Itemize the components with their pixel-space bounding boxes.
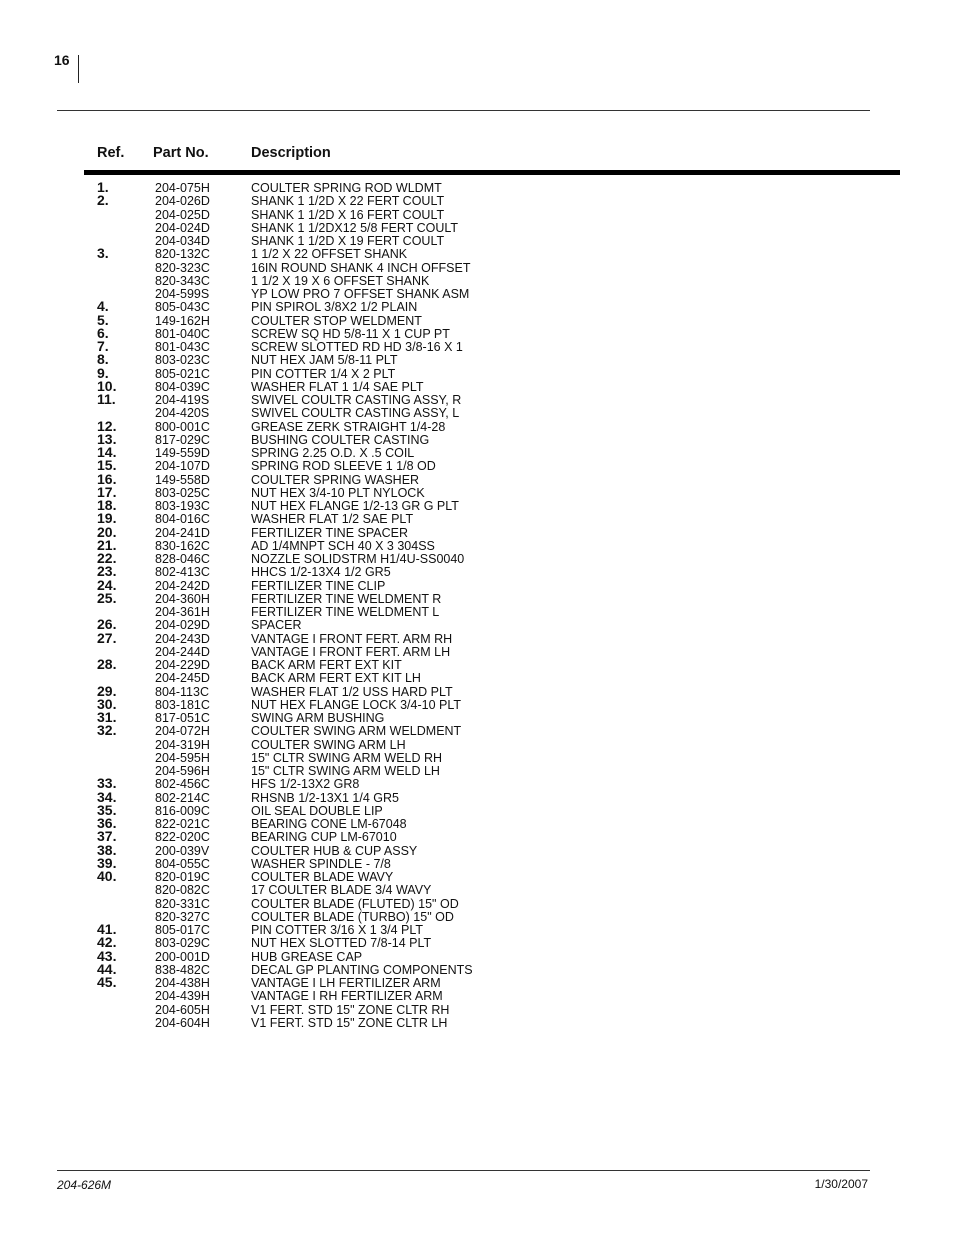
part-number: 204-420S	[155, 406, 210, 421]
part-description: 16IN ROUND SHANK 4 INCH OFFSET	[251, 260, 471, 275]
part-description: COULTER SWING ARM LH	[251, 737, 406, 752]
part-description: BACK ARM FERT EXT KIT LH	[251, 671, 421, 686]
table-row	[0, 536, 954, 553]
part-description: HHCS 1/2-13X4 1/2 GR5	[251, 565, 391, 580]
table-row	[0, 854, 954, 871]
part-number: 801-043C	[155, 340, 210, 354]
part-number: 804-113C	[155, 684, 209, 699]
table-row	[0, 788, 954, 805]
part-description: COULTER STOP WELDMENT	[251, 313, 422, 328]
part-description: FERTILIZER TINE CLIP	[251, 578, 386, 593]
table-row	[0, 261, 954, 274]
ref-number: 22.	[97, 550, 117, 566]
table-row	[0, 523, 954, 540]
part-description: VANTAGE I LH FERTILIZER ARM	[251, 976, 441, 990]
table-row	[0, 947, 954, 964]
ref-number: 8.	[97, 351, 109, 368]
part-number: 838-482C	[155, 962, 210, 977]
ref-number: 37.	[97, 828, 117, 845]
table-row	[0, 340, 954, 353]
table-row	[0, 724, 954, 737]
part-number: 204-024D	[155, 220, 210, 235]
part-number: 200-001D	[155, 949, 210, 964]
part-number: 149-162H	[155, 313, 210, 328]
part-number: 204-026D	[155, 194, 210, 209]
ref-number: 43.	[97, 947, 117, 964]
table-row	[0, 324, 954, 341]
part-description: HUB GREASE CAP	[251, 949, 363, 964]
part-number: 204-243D	[155, 631, 210, 646]
part-number: 820-323C	[155, 260, 210, 275]
part-number: 204-439H	[155, 989, 210, 1004]
part-description: 15" CLTR SWING ARM WELD RH	[251, 750, 443, 765]
table-header-rule	[84, 170, 900, 175]
part-number: 816-009C	[155, 803, 210, 818]
part-description: WASHER FLAT 1/2 USS HARD PLT	[251, 684, 453, 699]
ref-number: 40.	[97, 868, 117, 884]
part-description: YP LOW PRO 7 OFFSET SHANK ASM	[251, 287, 470, 301]
table-row	[0, 311, 954, 328]
part-description: RHSNB 1/2-13X1 1/4 GR5	[251, 790, 399, 805]
part-description: WASHER FLAT 1 1/4 SAE PLT	[251, 379, 424, 394]
part-number: 204-241D	[155, 525, 210, 540]
part-description: SWIVEL COULTR CASTING ASSY, R	[251, 393, 462, 407]
part-description: SPRING 2.25 O.D. X .5 COIL	[251, 446, 415, 460]
table-row	[0, 589, 954, 606]
ref-number: 6.	[97, 324, 109, 341]
table-row	[0, 629, 954, 646]
part-description: COULTER SPRING ROD WLDMT	[251, 181, 442, 195]
part-description: WASHER SPINDLE - 7/8	[251, 856, 391, 871]
ref-number: 12.	[97, 417, 117, 434]
table-row	[0, 353, 954, 366]
ref-number: 20.	[97, 523, 117, 540]
part-description: VANTAGE I FRONT FERT. ARM RH	[251, 631, 453, 646]
table-row	[0, 364, 954, 381]
part-number: 820-082C	[155, 883, 210, 898]
part-number: 817-029C	[155, 432, 210, 447]
ref-number: 31.	[97, 709, 117, 725]
part-description: V1 FERT. STD 15" ZONE CLTR RH	[251, 1002, 450, 1017]
ref-number: 3.	[97, 245, 109, 262]
ref-number: 29.	[97, 682, 117, 699]
part-description: COULTER BLADE (FLUTED) 15" OD	[251, 896, 459, 911]
part-description: GREASE ZERK STRAIGHT 1/4-28	[251, 419, 446, 434]
ref-number: 16.	[97, 470, 117, 487]
part-number: 204-595H	[155, 750, 210, 765]
table-row	[0, 605, 954, 618]
part-description: 15" CLTR SWING ARM WELD LH	[251, 764, 440, 778]
part-description: FERTILIZER TINE WELDMENT R	[251, 591, 442, 606]
part-number: 204-360H	[155, 591, 210, 606]
ref-number: 10.	[97, 377, 117, 394]
table-row	[0, 751, 954, 764]
part-description: 17 COULTER BLADE 3/4 WAVY	[251, 883, 432, 898]
part-number: 820-331C	[155, 896, 210, 911]
table-row	[0, 658, 954, 671]
table-row	[0, 738, 954, 751]
table-row	[0, 274, 954, 287]
part-number: 204-029D	[155, 618, 210, 633]
table-row	[0, 181, 954, 194]
part-description: NUT HEX FLANGE LOCK 3/4-10 PLT	[251, 697, 462, 712]
table-row	[0, 910, 954, 923]
part-description: HFS 1/2-13X2 GR8	[251, 777, 360, 792]
table-row	[0, 377, 954, 394]
part-description: SHANK 1 1/2D X 16 FERT COULT	[251, 207, 445, 222]
column-header-ref: Ref.	[97, 145, 125, 161]
table-row	[0, 446, 954, 459]
part-number: 805-021C	[155, 366, 210, 381]
table-row	[0, 221, 954, 234]
part-number: 204-245D	[155, 671, 210, 686]
table-row	[0, 960, 954, 977]
table-row	[0, 417, 954, 434]
ref-number: 32.	[97, 722, 117, 739]
table-row	[0, 552, 954, 565]
ref-number: 21.	[97, 536, 117, 553]
part-number: 820-327C	[155, 909, 210, 924]
ref-number: 27.	[97, 629, 117, 646]
part-description: PIN COTTER 3/16 X 1 3/4 PLT	[251, 923, 424, 937]
part-number: 204-244D	[155, 644, 210, 659]
part-number: 204-107D	[155, 459, 210, 474]
part-number: 802-214C	[155, 790, 210, 805]
part-description: SPACER	[251, 618, 302, 633]
part-number: 804-016C	[155, 512, 210, 527]
part-description: COULTER BLADE WAVY	[251, 870, 394, 884]
table-row	[0, 671, 954, 684]
part-number: 803-029C	[155, 936, 210, 951]
part-number: 822-021C	[155, 817, 210, 831]
ref-number: 41.	[97, 921, 117, 937]
part-number: 204-229D	[155, 658, 210, 672]
table-row	[0, 989, 954, 1002]
table-row	[0, 565, 954, 578]
part-number: 820-343C	[155, 273, 210, 288]
part-description: 1 1/2 X 22 OFFSET SHANK	[251, 247, 408, 262]
ref-number: 44.	[97, 960, 117, 977]
document-number: 204-626M	[57, 1178, 112, 1192]
table-row	[0, 208, 954, 221]
ref-number: 35.	[97, 801, 117, 818]
ref-number: 28.	[97, 656, 117, 672]
table-row	[0, 695, 954, 712]
part-description: V1 FERT. STD 15" ZONE CLTR LH	[251, 1015, 448, 1030]
part-number: 204-034D	[155, 234, 210, 248]
part-number: 149-558D	[155, 472, 210, 487]
part-description: SHANK 1 1/2D X 22 FERT COULT	[251, 194, 445, 209]
part-number: 817-051C	[155, 711, 210, 725]
table-row	[0, 512, 954, 525]
table-row	[0, 470, 954, 487]
part-number: 803-181C	[155, 697, 210, 712]
part-description: NUT HEX SLOTTED 7/8-14 PLT	[251, 936, 432, 951]
ref-number: 34.	[97, 788, 117, 805]
part-description: BACK ARM FERT EXT KIT	[251, 658, 402, 672]
part-number: 204-361H	[155, 605, 210, 619]
table-row	[0, 576, 954, 593]
part-number: 204-072H	[155, 724, 210, 739]
ref-number: 33.	[97, 775, 117, 792]
part-number: 204-242D	[155, 578, 210, 593]
table-row	[0, 976, 954, 989]
ref-number: 26.	[97, 616, 117, 633]
column-header-part-no: Part No.	[153, 145, 209, 161]
ref-number: 24.	[97, 576, 117, 593]
table-row	[0, 430, 954, 447]
header-divider-vertical	[78, 55, 79, 83]
ref-number: 7.	[97, 338, 109, 354]
part-number: 805-017C	[155, 923, 210, 937]
table-row	[0, 499, 954, 512]
part-description: 1 1/2 X 19 X 6 OFFSET SHANK	[251, 273, 430, 288]
table-row	[0, 459, 954, 472]
ref-number: 13.	[97, 430, 117, 447]
table-row	[0, 897, 954, 910]
part-description: COULTER SPRING WASHER	[251, 472, 420, 487]
part-number: 204-604H	[155, 1015, 210, 1030]
ref-number: 42.	[97, 934, 117, 951]
table-row	[0, 682, 954, 699]
table-row	[0, 483, 954, 500]
part-description: WASHER FLAT 1/2 SAE PLT	[251, 512, 414, 527]
part-number: 204-599S	[155, 287, 210, 301]
part-number: 200-039V	[155, 843, 210, 858]
table-row	[0, 234, 954, 247]
part-number: 204-319H	[155, 737, 210, 752]
table-row	[0, 406, 954, 419]
part-number: 820-132C	[155, 247, 210, 262]
part-description: NUT HEX FLANGE 1/2-13 GR G PLT	[251, 499, 459, 513]
part-number: 801-040C	[155, 326, 210, 341]
part-description: BEARING CUP LM-67010	[251, 830, 397, 845]
table-row	[0, 618, 954, 631]
part-number: 804-039C	[155, 379, 210, 394]
part-description: SHANK 1 1/2D X 19 FERT COULT	[251, 234, 445, 248]
table-row	[0, 393, 954, 406]
part-number: 800-001C	[155, 419, 210, 434]
table-row	[0, 777, 954, 790]
table-row	[0, 645, 954, 658]
part-description: NOZZLE SOLIDSTRM H1/4U-SS0040	[251, 552, 465, 566]
ref-number: 19.	[97, 510, 117, 527]
ref-number: 5.	[97, 311, 109, 328]
part-description: PIN COTTER 1/4 X 2 PLT	[251, 366, 396, 381]
part-description: VANTAGE I RH FERTILIZER ARM	[251, 989, 443, 1004]
part-description: SHANK 1 1/2DX12 5/8 FERT COULT	[251, 220, 459, 235]
table-row	[0, 817, 954, 830]
ref-number: 23.	[97, 563, 117, 580]
part-number: 803-193C	[155, 499, 210, 513]
part-number: 204-075H	[155, 181, 210, 195]
part-number: 204-419S	[155, 393, 210, 407]
table-row	[0, 883, 954, 896]
part-description: SCREW SQ HD 5/8-11 X 1 CUP PT	[251, 326, 450, 341]
table-row	[0, 300, 954, 313]
part-number: 149-559D	[155, 446, 210, 460]
ref-number: 30.	[97, 695, 117, 712]
part-number: 822-020C	[155, 830, 210, 845]
ref-number: 17.	[97, 483, 117, 500]
table-row	[0, 841, 954, 858]
table-row	[0, 194, 954, 207]
part-description: SCREW SLOTTED RD HD 3/8-16 X 1	[251, 340, 463, 354]
part-description: OIL SEAL DOUBLE LIP	[251, 803, 383, 818]
part-number: 828-046C	[155, 552, 210, 566]
ref-number: 25.	[97, 589, 117, 606]
part-description: NUT HEX JAM 5/8-11 PLT	[251, 353, 398, 368]
part-description: SPRING ROD SLEEVE 1 1/8 OD	[251, 459, 436, 474]
header-divider	[57, 110, 870, 111]
table-row	[0, 711, 954, 724]
table-row	[0, 1016, 954, 1029]
table-row	[0, 936, 954, 949]
part-description: COULTER HUB & CUP ASSY	[251, 843, 418, 858]
ref-number: 9.	[97, 364, 109, 381]
part-description: VANTAGE I FRONT FERT. ARM LH	[251, 644, 451, 659]
table-row	[0, 923, 954, 936]
part-number: 805-043C	[155, 300, 210, 315]
table-row	[0, 287, 954, 300]
part-description: AD 1/4MNPT SCH 40 X 3 304SS	[251, 538, 435, 553]
document-date: 1/30/2007	[814, 1177, 868, 1191]
part-number: 802-413C	[155, 565, 210, 580]
part-description: PIN SPIROL 3/8X2 1/2 PLAIN	[251, 300, 418, 315]
part-description: COULTER BLADE (TURBO) 15" OD	[251, 909, 454, 924]
table-row	[0, 764, 954, 777]
part-number: 820-019C	[155, 870, 210, 884]
part-number: 802-456C	[155, 777, 210, 792]
part-number: 830-162C	[155, 538, 210, 553]
footer-divider	[57, 1170, 870, 1171]
part-number: 803-025C	[155, 485, 210, 500]
table-row	[0, 247, 954, 260]
page-number: 16	[54, 52, 70, 68]
part-description: NUT HEX 3/4-10 PLT NYLOCK	[251, 485, 425, 500]
column-header-description: Description	[251, 145, 331, 161]
table-row	[0, 870, 954, 883]
ref-number: 18.	[97, 497, 117, 513]
table-row	[0, 1003, 954, 1016]
ref-number: 11.	[97, 391, 116, 407]
part-number: 204-438H	[155, 976, 210, 990]
part-description: COULTER SWING ARM WELDMENT	[251, 724, 462, 739]
part-number: 204-605H	[155, 1002, 210, 1017]
part-description: BEARING CONE LM-67048	[251, 817, 407, 831]
part-description: FERTILIZER TINE WELDMENT L	[251, 605, 440, 619]
part-description: SWIVEL COULTR CASTING ASSY, L	[251, 406, 460, 421]
ref-number: 36.	[97, 815, 117, 831]
table-row	[0, 801, 954, 818]
ref-number: 1.	[97, 179, 109, 195]
part-number: 804-055C	[155, 856, 210, 871]
ref-number: 2.	[97, 192, 109, 209]
ref-number: 4.	[97, 298, 109, 315]
part-description: DECAL GP PLANTING COMPONENTS	[251, 962, 473, 977]
ref-number: 39.	[97, 854, 117, 871]
part-number: 803-023C	[155, 353, 210, 368]
part-description: SWING ARM BUSHING	[251, 711, 385, 725]
part-description: BUSHING COULTER CASTING	[251, 432, 430, 447]
ref-number: 38.	[97, 841, 117, 858]
part-description: FERTILIZER TINE SPACER	[251, 525, 408, 540]
part-number: 204-596H	[155, 764, 210, 778]
ref-number: 14.	[97, 444, 117, 460]
part-number: 204-025D	[155, 207, 210, 222]
ref-number: 45.	[97, 974, 117, 990]
parts-table	[0, 181, 954, 1029]
ref-number: 15.	[97, 457, 117, 474]
table-row	[0, 830, 954, 843]
